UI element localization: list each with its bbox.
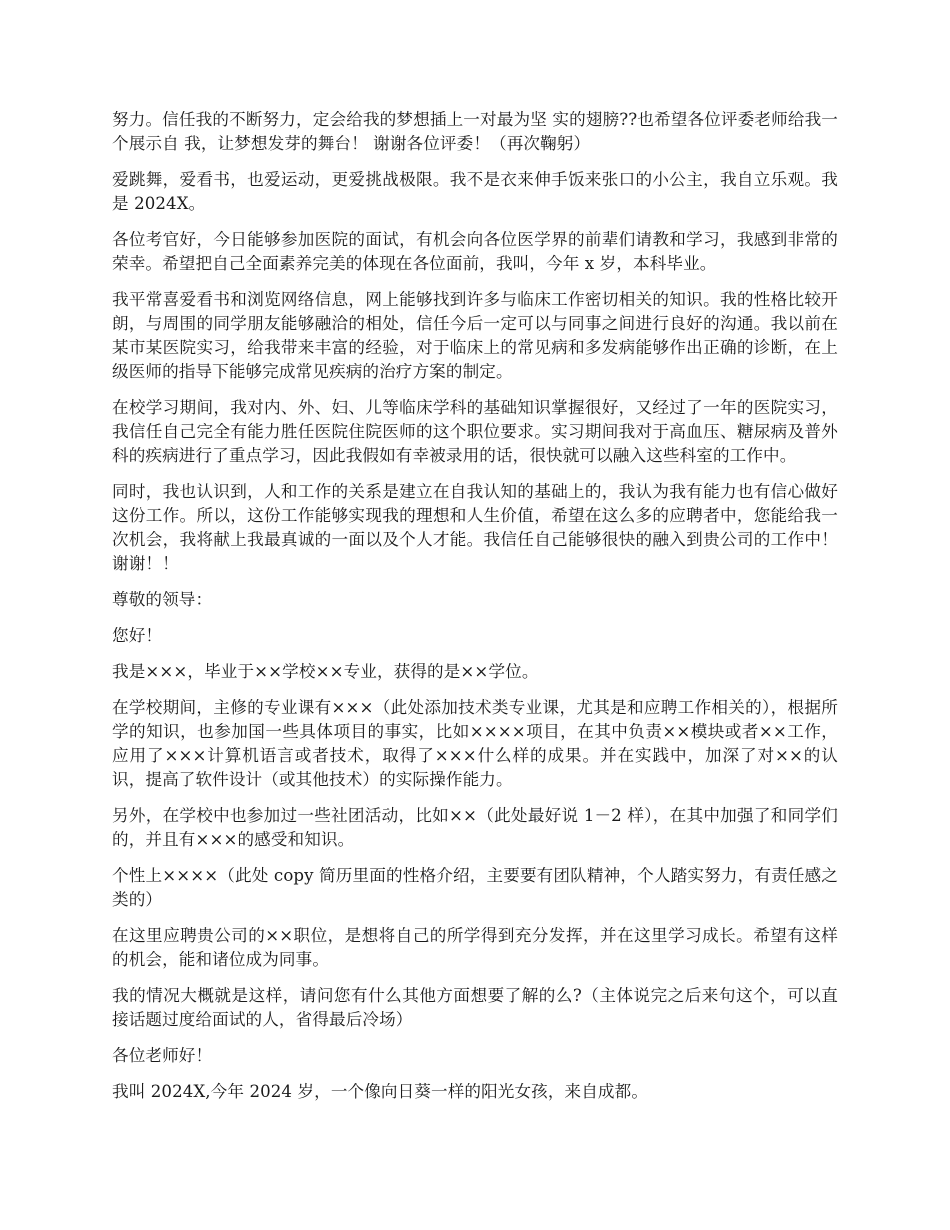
paragraph-8: 您好！ bbox=[112, 626, 163, 645]
paragraph-14: 我的情况大概就是这样，请问您有什么其他方面想要了解的么?（主体说完之后来句这个，可以直接话题过度给面试的人，省得最后冷场） bbox=[112, 986, 838, 1029]
paragraph-1: 努力。信任我的不断努力，定会给我的梦想插上一对最为坚 实的翅膀??也希望各位评委老师给我一个展示自 我，让梦想发芽的舞台！ 谢谢各位评委！（再次鞠躬） bbox=[112, 110, 838, 153]
paragraph-4: 我平常喜爱看书和浏览网络信息，网上能够找到许多与临床工作密切相关的知识。我的性格比较开朗，与周围的同学朋友能够融洽的相处，信任今后一定可以与同事之间进行良好的沟通。我以前在某市某医院实习，给我带来丰富的经验，对于临床上的常见病和多发病能够作出正确的诊断，在上级医师的指导下能够完成常见疾病的治疗方案的制定。 bbox=[112, 290, 838, 381]
paragraph-13: 在这里应聘贵公司的××职位，是想将自己的所学得到充分发挥，并在这里学习成长。希望有这样的机会，能和诸位成为同事。 bbox=[112, 926, 838, 969]
paragraph-7: 尊敬的领导： bbox=[112, 590, 213, 609]
paragraph-16: 我叫 2024X,今年 2024 岁，一个像向日葵一样的阳光女孩，来自成都。 bbox=[112, 1082, 649, 1101]
paragraph-5: 在校学习期间，我对内、外、妇、儿等临床学科的基础知识掌握很好，又经过了一年的医院实习，我信任自己完全有能力胜任医院住院医师的这个职位要求。实习期间我对于高血压、糖尿病及普外科的疾病进行了重点学习，因此我假如有幸被录用的话，很快就可以融入这些科室的工作中。 bbox=[112, 398, 838, 465]
paragraph-10: 在学校期间，主修的专业课有×××（此处添加技术类专业课，尤其是和应聘工作相关的），根据所学的知识，也参加国一些具体项目的事实，比如××××项目，在其中负责××模块或者××工作，应用了×××计算机语言或者技术，取得了×××什么样的成果。并在实践中，加深了对××的认识，提高了软件设计（或其他技术）的实际操作能力。 bbox=[112, 698, 838, 789]
paragraph-9: 我是×××，毕业于××学校××专业，获得的是××学位。 bbox=[112, 662, 539, 681]
paragraph-6: 同时，我也认识到，人和工作的关系是建立在自我认知的基础上的，我认为我有能力也有信心做好这份工作。所以，这份工作能够实现我的理想和人生价值，希望在这么多的应聘者中，您能给我一次机会，我将献上我最真诚的一面以及个人才能。我信任自己能够很快的融入到贵公司的工作中！谢谢！！ bbox=[112, 482, 838, 573]
paragraph-15: 各位老师好！ bbox=[112, 1046, 213, 1065]
paragraph-11: 另外，在学校中也参加过一些社团活动，比如××（此处最好说 1－2 样），在其中加强了和同学们的，并且有×××的感受和知识。 bbox=[112, 806, 838, 849]
paragraph-3: 各位考官好，今日能够参加医院的面试，有机会向各位医学界的前辈们请教和学习，我感到非常的荣幸。希望把自己全面素养完美的体现在各位面前，我叫，今年 x 岁，本科毕业。 bbox=[112, 230, 838, 273]
paragraph-12: 个性上××××（此处 copy 简历里面的性格介绍，主要要有团队精神，个人踏实努力，有责任感之类的） bbox=[112, 866, 838, 909]
paragraph-2: 爱跳舞，爱看书，也爱运动，更爱挑战极限。我不是衣来伸手饭来张口的小公主，我自立乐观。我是 2024X。 bbox=[112, 170, 838, 213]
